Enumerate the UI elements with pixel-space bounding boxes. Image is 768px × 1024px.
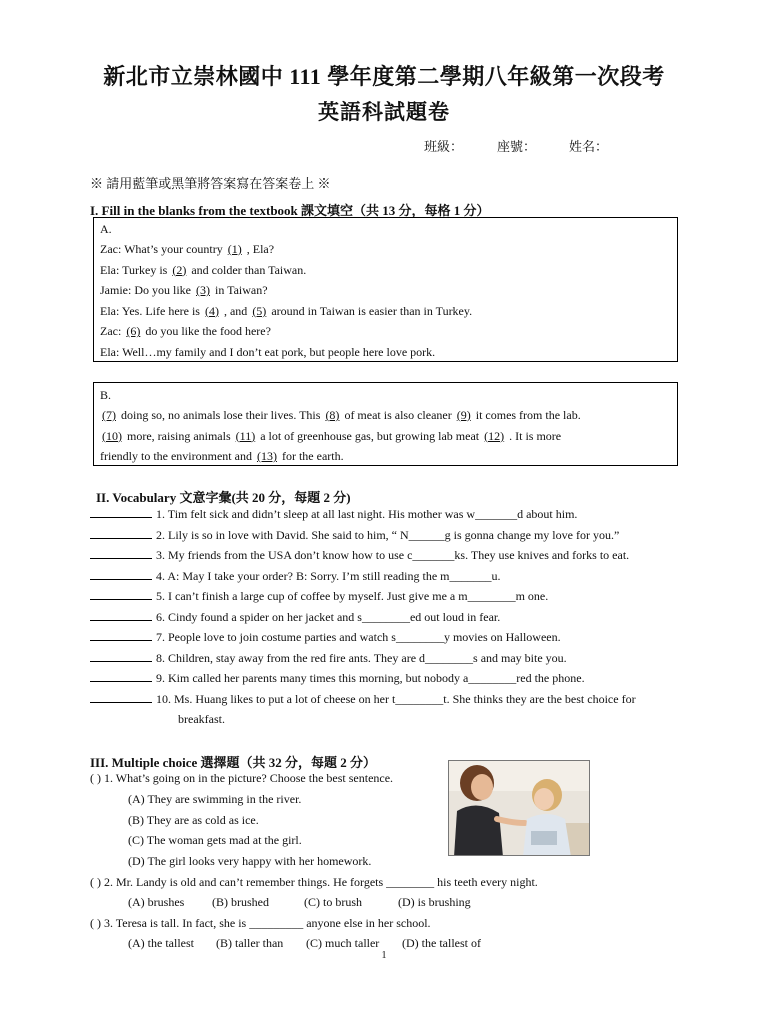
q1-option-d: (D) The girl looks very happy with her homework. (128, 854, 372, 868)
box-b-label: B. (100, 388, 112, 402)
passage-text: Ela: Turkey is (100, 262, 171, 277)
passage-text: Zac: (100, 324, 125, 339)
vocab-item (90, 671, 585, 686)
question-2 (90, 875, 538, 890)
q3-option-a: (A) the tallest (128, 936, 194, 950)
q1-option-b: (B) They are as cold as ice. (128, 813, 259, 827)
vocab-text: 3. My friends from the USA don’t know how to use c_______ks. They use knives and forks to eat. (156, 548, 630, 562)
passage-text: . It is more (506, 428, 562, 443)
exam-title: 新北市立崇林國中 111 學年度第二學期八年級第一次段考 (103, 64, 665, 89)
passage-text: , Ela? (243, 242, 275, 256)
question-stem: 1. What’s going on in the picture? Choose the best sentence. (104, 771, 394, 785)
passage-line (100, 449, 344, 464)
passage-text: doing so, no animals lose their lives. This (118, 408, 324, 422)
passage-line (100, 345, 435, 360)
answer-blank: (8) (325, 408, 340, 422)
answer-line (90, 589, 152, 600)
vocab-text: 4. A: May I take your order? B: Sorry. I’m still reading the m_______u. (156, 568, 501, 583)
vocab-text: 9. Kim called her parents many times this morning, but nobody a________red the phone. (156, 671, 585, 685)
q1-option-a: (A) They are swimming in the river. (128, 792, 302, 806)
vocab-item (90, 528, 619, 543)
passage-text: of meat is also cleaner (341, 408, 455, 422)
answer-blank: (12) (484, 428, 505, 443)
vocab-item (90, 548, 629, 563)
answer-blank: (11) (235, 428, 256, 443)
vocab-item (90, 569, 501, 584)
answer-blank: (1) (227, 242, 242, 256)
passage-text: Ela: Well…my family and I don’t eat pork, but people here love pork. (100, 345, 436, 359)
answer-paren: ( ) (90, 771, 101, 785)
class-label: 班級： (424, 139, 464, 154)
vocab-item (90, 630, 561, 645)
passage-text: around in Taiwan is easier than in Turkey. (268, 303, 473, 318)
answer-blank: (7) (102, 408, 116, 422)
answer-paren: ( ) (90, 875, 101, 889)
answer-blank: (9) (456, 408, 471, 422)
passage-line (100, 263, 306, 278)
section3-title: III. Multiple choice 選擇題（共 32 分，每題 2 分） (90, 755, 376, 770)
vocab-item10-continuation: breakfast. (178, 712, 225, 726)
passage-text: for the earth. (278, 449, 344, 464)
woman-scolding-girl-image (449, 761, 590, 856)
vocab-text: 7. People love to join costume parties and watch s________y movies on Halloween. (156, 630, 561, 644)
answer-blank: (10) (102, 428, 122, 443)
answer-line (90, 651, 152, 662)
vocab-text: 6. Cindy found a spider on her jacket and s________ed out loud in fear. (156, 609, 501, 624)
passage-text: , and (220, 303, 251, 318)
answer-line (90, 569, 152, 580)
passage-text: in Taiwan? (211, 283, 268, 298)
passage-line (100, 283, 268, 298)
vocab-item (90, 692, 636, 707)
q2-option-d: (D) is brushing (398, 895, 471, 909)
q1-option-c: (C) The woman gets mad at the girl. (128, 833, 302, 847)
q2-option-c: (C) to brush (304, 895, 362, 909)
vocab-text: 8. Children, stay away from the red fire ants. They are d________s and may bite you. (156, 650, 567, 665)
answer-blank: (4) (204, 303, 219, 318)
answer-blank: (3) (195, 283, 210, 298)
q3-option-d: (D) the tallest of (402, 936, 481, 950)
page-number: 1 (381, 950, 387, 961)
vocab-text: 10. Ms. Huang likes to put a lot of cheese on her t________t. She thinks they are the best choice for (156, 691, 636, 706)
question-1 (90, 771, 393, 786)
passage-text: more, raising animals (124, 428, 234, 443)
vocab-text: 2. Lily is so in love with David. She said to him, “ N______g is gonna change my love for you.” (156, 527, 620, 542)
answer-blank: (5) (252, 303, 267, 318)
passage-line (100, 429, 561, 444)
q2-option-b: (B) brushed (212, 895, 269, 909)
passage-text: Jamie: Do you like (100, 283, 194, 298)
passage-text: Zac: What’s your country (100, 242, 226, 256)
passage-text: it comes from the lab. (472, 408, 581, 422)
answer-line (90, 610, 152, 621)
answer-line (90, 671, 152, 682)
answer-blank: (6) (126, 324, 141, 339)
passage-text: friendly to the environment and (100, 449, 255, 464)
q3-option-c: (C) much taller (306, 936, 380, 950)
q3-option-b: (B) taller than (216, 936, 284, 950)
section1-title: I. Fill in the blanks from the textbook 課文填空（共 13 分，每格 1 分） (90, 203, 490, 218)
box-a-label: A. (100, 222, 112, 236)
section1-box-b (93, 382, 678, 466)
answer-blank: (13) (256, 449, 277, 464)
vocab-item (90, 610, 500, 625)
passage-text: Ela: Yes. Life here is (100, 303, 203, 318)
answer-line (90, 528, 152, 539)
passage-text: do you like the food here? (142, 324, 271, 339)
seat-label: 座號： (497, 139, 537, 154)
vocab-item (90, 507, 577, 522)
passage-line (100, 324, 271, 339)
answer-line (90, 548, 152, 559)
answer-line (90, 630, 152, 641)
q2-option-a: (A) brushes (128, 895, 185, 909)
question-photo (448, 760, 590, 856)
vocab-text: 1. Tim felt sick and didn’t sleep at all last night. His mother was w_______d about him. (156, 507, 578, 521)
question-stem: 3. Teresa is tall. In fact, she is _________ anyone else in her school. (104, 916, 431, 930)
passage-line (100, 242, 274, 257)
passage-text: and colder than Taiwan. (188, 262, 307, 277)
name-label: 姓名： (569, 139, 609, 154)
vocab-item (90, 651, 567, 666)
exam-notice: ※ 請用藍筆或黑筆將答案寫在答案卷上 ※ (90, 176, 331, 191)
answer-line (90, 692, 152, 703)
vocab-text: 5. I can’t finish a large cup of coffee by myself. Just give me a m________m one. (156, 589, 549, 603)
section1-box-a (93, 217, 678, 362)
question-stem: 2. Mr. Landy is old and can’t remember things. He forgets ________ his teeth every night. (104, 875, 538, 889)
vocab-item (90, 589, 548, 604)
question-3 (90, 916, 431, 931)
answer-paren: ( ) (90, 916, 101, 930)
passage-line (100, 408, 581, 423)
answer-line (90, 507, 152, 518)
answer-blank: (2) (172, 262, 187, 277)
passage-line (100, 304, 472, 319)
section2-title: II. Vocabulary 文意字彙(共 20 分，每題 2 分) (96, 490, 351, 505)
exam-subtitle: 英語科試題卷 (318, 100, 450, 124)
passage-text: a lot of greenhouse gas, but growing lab meat (257, 428, 483, 443)
